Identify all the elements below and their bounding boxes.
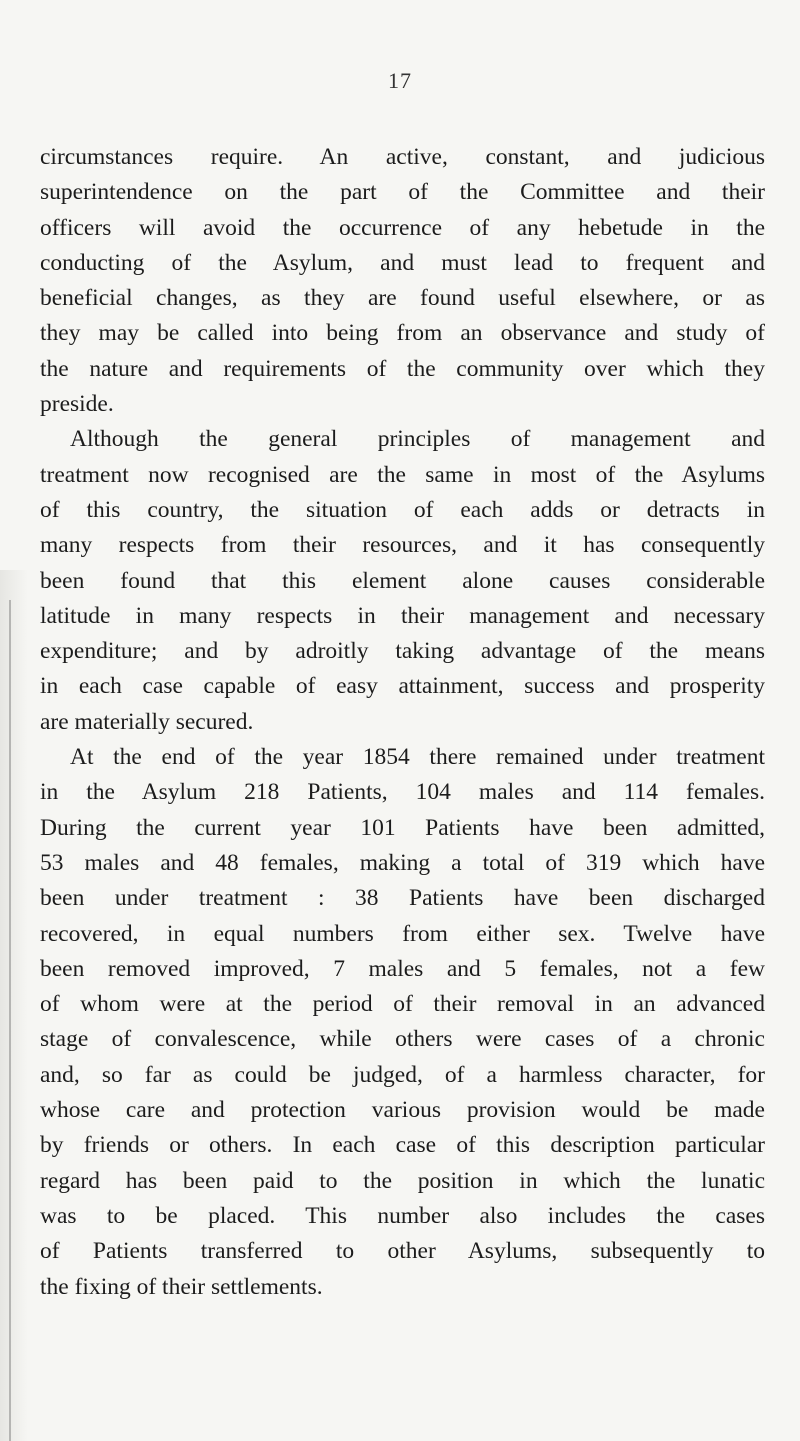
text-line: been under treatment : 38 Patients have been discharged <box>40 885 765 912</box>
text-line: been found that this element alone causes considerable <box>40 567 765 594</box>
text-line: in the Asylum 218 Patients, 104 males and 114 females. <box>40 779 765 806</box>
text-line: regard has been paid to the position in which the lunatic <box>40 1167 765 1194</box>
text-line: recovered, in equal numbers from either sex. Twelve have <box>40 920 765 947</box>
binding-edge <box>9 600 11 1441</box>
text-line: 53 males and 48 females, making a total of 319 which have <box>40 849 765 876</box>
text-line: was to be placed. This number also includes the cases <box>40 1202 765 1229</box>
text-line: by friends or others. In each case of this description particular <box>40 1132 765 1159</box>
text-line: Although the general principles of management and <box>70 426 765 453</box>
page-number: 17 <box>388 68 412 93</box>
text-line: beneficial changes, as they are found useful elsewhere, or as <box>40 285 765 312</box>
text-line: of whom were at the period of their removal in an advanced <box>40 991 765 1018</box>
binding-shadow <box>0 570 28 1441</box>
text-line: At the end of the year 1854 there remained under treatment <box>70 744 765 771</box>
text-line: treatment now recognised are the same in most of the Asylums <box>40 461 765 488</box>
text-line: During the current year 101 Patients have been admitted, <box>40 814 765 841</box>
text-line: latitude in many respects in their management and necessary <box>40 602 765 629</box>
text-line: officers will avoid the occurrence of any hebetude in the <box>40 214 765 241</box>
text-line: stage of convalescence, while others were cases of a chronic <box>40 1026 765 1053</box>
text-line: of this country, the situation of each adds or detracts in <box>40 496 765 523</box>
text-line: of Patients transferred to other Asylums, subsequently to <box>40 1238 765 1265</box>
body-text <box>40 140 765 1305</box>
text-line: been removed improved, 7 males and 5 females, not a few <box>40 955 765 982</box>
text-line: are materially secured. <box>40 708 254 735</box>
text-line: conducting of the Asylum, and must lead to frequent and <box>40 249 765 276</box>
text-line: they may be called into being from an observance and study of <box>40 320 765 347</box>
text-line: in each case capable of easy attainment, success and prosperity <box>40 673 765 700</box>
text-line: preside. <box>40 391 114 418</box>
text-line: whose care and protection various provision would be made <box>40 1097 765 1124</box>
text-line: expenditure; and by adroitly taking advantage of the means <box>40 638 765 665</box>
text-line: and, so far as could be judged, of a harmless character, for <box>40 1061 765 1088</box>
text-line: the nature and requirements of the community over which they <box>40 355 765 382</box>
text-line: many respects from their resources, and it has consequently <box>40 532 765 559</box>
text-line: the fixing of their settlements. <box>40 1273 323 1300</box>
text-line: circumstances require. An active, constant, and judicious <box>40 144 765 170</box>
text-line: superintendence on the part of the Committee and their <box>40 179 765 206</box>
